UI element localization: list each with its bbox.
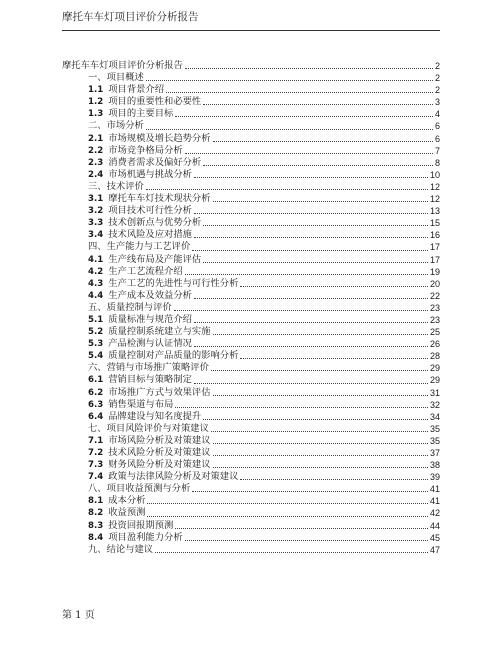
toc-entry[interactable] [62,374,440,386]
toc-entry-page: 2 [434,73,440,84]
toc-entry-page: 15 [429,218,440,229]
toc-entry[interactable] [62,532,440,544]
dot-leader [211,370,428,371]
toc-entry-number: 3.3 [88,218,104,229]
toc-entry-page: 7 [434,145,440,156]
toc-entry[interactable] [62,266,440,278]
dot-leader [147,516,428,517]
toc-entry-number: 7.3 [88,460,104,471]
toc-entry-title: 八、项目收益预测与分析 [88,483,191,495]
dot-leader [213,395,428,396]
dot-leader [213,467,428,468]
toc-entry-number: 8.4 [88,532,104,543]
toc-entry-number: 4.3 [88,278,104,289]
toc-entry-number: 8.3 [88,520,104,531]
toc-entry-number: 6.1 [88,375,104,386]
toc-entry[interactable] [62,241,440,253]
toc-entry-title: 五、质量控制与评价 [88,301,172,313]
dot-leader [213,455,428,456]
toc-entry-page: 23 [429,302,440,313]
toc-entry-number: 6.2 [88,387,104,398]
toc-entry-page: 39 [429,472,440,483]
toc-entry[interactable] [62,423,440,435]
dot-leader [146,80,433,81]
dot-leader [213,334,428,335]
toc-entry-title: 技术风险分析及对策建议 [108,447,211,458]
toc-entry-title: 摩托车车灯技术现状分析 [108,193,211,205]
dot-leader [203,104,433,105]
dot-leader [240,479,428,480]
toc-entry[interactable] [62,290,440,302]
table-of-contents [62,60,440,556]
dot-leader [240,358,428,359]
dot-leader [213,141,433,142]
toc-entry-number: 2.3 [88,157,104,168]
toc-entry-title: 项目背景介绍 [108,84,165,96]
toc-entry[interactable] [62,96,440,108]
toc-entry-page: 25 [429,327,440,338]
toc-entry-page: 38 [429,460,440,471]
dot-leader [194,383,428,384]
toc-entry[interactable] [62,483,440,495]
toc-entry-page: 35 [429,435,440,446]
dot-leader [166,92,433,93]
toc-entry-title: 项目的主要目标 [108,108,174,120]
toc-entry[interactable] [62,229,440,241]
toc-entry[interactable] [62,278,440,290]
toc-entry-title: 消费者需求及偏好分析 [108,156,202,168]
toc-entry[interactable] [62,387,440,399]
dot-leader [194,237,428,238]
toc-entry-title: 收益预测 [108,507,146,519]
toc-entry-number: 5.3 [88,339,104,350]
toc-entry-page: 26 [429,339,440,350]
toc-entry-title: 九、结论与建议 [88,543,154,555]
toc-entry-title: 二、市场分析 [88,120,144,132]
toc-entry[interactable] [62,157,440,169]
toc-entry-page: 10 [429,169,440,180]
toc-entry-title: 生产线布局及产能评估 [108,253,202,265]
toc-entry-title: 项目的重要性和必要性 [108,96,202,108]
toc-entry[interactable] [62,254,440,266]
toc-entry-page: 35 [429,423,440,434]
toc-entry-number: 6.4 [88,411,104,422]
toc-entry-page: 41 [429,496,440,507]
toc-entry-number: 7.1 [88,435,104,446]
toc-entry-title: 市场推广方式与效果评估 [108,386,211,398]
toc-entry-number: 3.1 [88,194,104,205]
dot-leader [146,189,428,190]
toc-entry-number: 8.2 [88,508,104,519]
toc-entry-page: 29 [429,375,440,386]
toc-entry-page: 34 [429,411,440,422]
toc-entry-title: 项目技术可行性分析 [108,205,192,217]
toc-entry-page: 6 [434,121,440,132]
toc-entry-page: 44 [429,520,440,531]
toc-entry-title: 产品检测与认证情况 [108,338,192,350]
dot-leader [185,540,428,541]
toc-entry-number: 1.2 [88,97,104,108]
toc-entry-number: 2.4 [88,169,104,180]
toc-entry[interactable] [62,507,440,519]
toc-entry-title: 项目盈利能力分析 [108,531,183,543]
dot-leader [146,129,433,130]
dot-leader [203,165,433,166]
toc-entry[interactable] [62,520,440,532]
toc-entry[interactable] [62,338,440,350]
toc-entry-title: 财务风险分析及对策建议 [108,459,211,471]
toc-entry-title: 六、营销与市场推广策略评价 [88,362,209,374]
dot-leader [203,262,428,263]
toc-entry[interactable] [62,217,440,229]
toc-entry-page: 19 [429,266,440,277]
toc-entry[interactable] [62,108,440,120]
toc-entry-title: 品牌建设与知名度提升 [108,410,202,422]
toc-entry-page: 8 [434,157,440,168]
toc-entry-page: 12 [429,181,440,192]
toc-entry-page: 22 [429,290,440,301]
toc-entry-number: 6.3 [88,399,104,410]
toc-entry-title: 质量控制系统建立与实施 [108,326,211,338]
toc-entry[interactable] [62,459,440,471]
toc-entry-title: 销售渠道与布局 [108,398,174,410]
dot-leader [194,346,428,347]
toc-entry-number: 2.1 [88,133,104,144]
toc-entry-title: 成本分析 [108,495,146,507]
toc-entry[interactable] [62,471,440,483]
toc-entry-number: 1.1 [88,85,104,96]
toc-entry-title: 投资回报期预测 [108,519,174,531]
toc-entry[interactable] [62,205,440,217]
toc-entry-page: 47 [429,544,440,555]
toc-entry-title: 生产成本及效益分析 [108,289,192,301]
toc-entry-title: 一、项目概述 [88,72,144,84]
toc-entry-title: 摩托车车灯项目评价分析报告 [62,60,183,71]
toc-entry-page: 2 [434,61,440,71]
dot-leader [147,503,428,504]
toc-entry-page: 17 [429,254,440,265]
toc-entry-title: 质量标准与规范介绍 [108,313,192,325]
toc-entry-number: 4.4 [88,290,104,301]
dot-leader [185,274,428,275]
toc-entry-number: 7.4 [88,472,104,483]
toc-entry[interactable] [62,435,440,447]
toc-entry[interactable] [62,120,440,132]
toc-entry[interactable] [62,362,440,374]
toc-entry-title: 政策与法律风险分析及对策建议 [108,471,239,483]
toc-entry-page: 31 [429,387,440,398]
toc-entry-page: 2 [434,85,440,96]
toc-entry-page: 4 [434,109,440,120]
toc-entry-title: 四、生产能力与工艺评价 [88,241,191,253]
toc-entry[interactable] [62,60,440,72]
dot-leader [185,153,433,154]
dot-leader [175,528,428,529]
dot-leader [155,552,428,553]
toc-entry-title: 市场竞争格局分析 [108,144,183,156]
toc-entry[interactable] [62,72,440,84]
toc-entry[interactable] [62,302,440,314]
toc-entry-page: 28 [429,351,440,362]
toc-entry-number: 8.1 [88,496,104,507]
page-number-footer: 第 1 页 [62,610,95,621]
toc-entry-page: 32 [429,399,440,410]
toc-entry-page: 37 [429,448,440,458]
toc-entry-page: 13 [429,206,440,217]
toc-entry[interactable] [62,145,440,157]
toc-entry[interactable] [62,411,440,423]
dot-leader [192,491,428,492]
toc-entry-title: 生产工艺流程介绍 [108,265,183,277]
dot-leader [203,225,428,226]
toc-entry[interactable] [62,399,440,411]
toc-entry[interactable] [62,169,440,181]
toc-entry[interactable] [62,84,440,96]
toc-entry[interactable] [62,326,440,338]
toc-entry-page: 29 [429,363,440,374]
dot-leader [185,68,433,69]
toc-entry-number: 4.1 [88,254,104,265]
toc-entry-page: 20 [429,278,440,289]
toc-entry-number: 1.3 [88,109,104,120]
toc-entry-page: 41 [429,484,440,495]
toc-entry-number: 3.4 [88,230,104,241]
toc-entry[interactable] [62,544,440,556]
toc-entry-title: 市场风险分析及对策建议 [108,434,211,446]
toc-entry[interactable] [62,181,440,193]
toc-entry-title: 市场规模及增长趋势分析 [108,132,211,144]
toc-entry-page: 45 [429,532,440,543]
toc-entry-page: 3 [434,97,440,108]
toc-entry-page: 17 [429,242,440,253]
toc-entry-title: 生产工艺的先进性与可行性分析 [108,277,239,289]
toc-entry-title: 营销目标与策略制定 [108,374,192,386]
toc-entry-title: 质量控制对产品质量的影响分析 [108,350,239,362]
dot-leader [175,407,428,408]
toc-entry[interactable] [62,314,440,326]
toc-entry[interactable] [62,495,440,507]
dot-leader [213,443,428,444]
toc-entry[interactable] [62,447,440,459]
toc-entry-number: 5.4 [88,351,104,362]
toc-entry[interactable] [62,193,440,205]
toc-entry-number: 5.1 [88,314,104,325]
toc-entry-number: 3.2 [88,206,104,217]
toc-entry[interactable] [62,350,440,362]
dot-leader [194,213,428,214]
toc-entry[interactable] [62,133,440,145]
dot-leader [194,298,428,299]
dot-leader [203,419,428,420]
toc-entry-title: 三、技术评价 [88,180,144,192]
running-header: 摩托车车灯项目评价分析报告 [62,11,199,23]
header-divider [62,30,440,31]
toc-entry-page: 42 [429,508,440,519]
dot-leader [211,431,428,432]
dot-leader [194,322,428,323]
dot-leader [240,286,428,287]
toc-entry-title: 技术创新点与优势分析 [108,217,202,229]
toc-entry-number: 2.2 [88,145,104,156]
toc-entry-title: 市场机遇与挑战分析 [108,168,192,180]
toc-entry-number: 4.2 [88,266,104,277]
toc-entry-page: 16 [429,230,440,241]
dot-leader [213,201,428,202]
dot-leader [192,250,428,251]
toc-entry-title: 七、项目风险评价与对策建议 [88,422,209,434]
toc-entry-page: 6 [434,133,440,144]
toc-entry-number: 5.2 [88,327,104,338]
dot-leader [174,310,428,311]
toc-entry-title: 技术风险及应对措施 [108,229,192,241]
toc-entry-page: 23 [429,314,440,325]
dot-leader [194,177,428,178]
dot-leader [175,116,433,117]
toc-entry-number: 7.2 [88,448,104,458]
toc-entry-page: 12 [429,194,440,205]
